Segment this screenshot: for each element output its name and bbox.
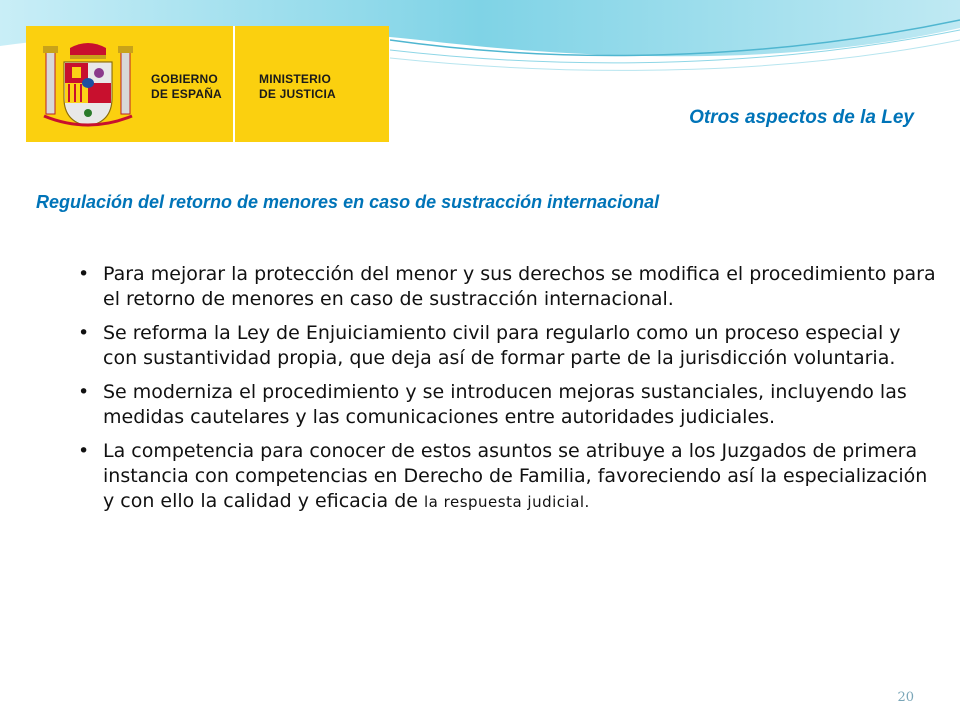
- section-subtitle: Regulación del retorno de menores en caso de sustracción internacional: [36, 192, 660, 212]
- page-number: 20: [897, 690, 914, 705]
- logo-text-gobierno: GOBIERNO DE ESPAÑA: [151, 72, 222, 101]
- coat-of-arms-icon: [40, 38, 136, 132]
- bullet-item: • La competencia para conocer de estos asuntos se atribuye a los Juzgados de primera instancia con competencias en Derecho de Familia, favoreciendo así la especialización y con ello la calidad y eficacia de la respuesta judicial.: [78, 439, 938, 515]
- bullet-list: [78, 262, 938, 524]
- bullet-item: • Para mejorar la protección del menor y sus derechos se modifica el procedimiento para el retorno de menores en caso de sustracción internacional.: [78, 262, 938, 312]
- gobierno-logo: [26, 26, 389, 142]
- page-title: Otros aspectos de la Ley: [689, 107, 914, 128]
- logo-text-ministerio: MINISTERIO DE JUSTICIA: [259, 72, 336, 101]
- bullet-item: • Se moderniza el procedimiento y se introducen mejoras sustanciales, incluyendo las medidas cautelares y las comunicaciones entre autoridades judiciales.: [78, 380, 938, 430]
- logo-divider: [233, 26, 235, 142]
- bullet-item: • Se reforma la Ley de Enjuiciamiento civil para regularlo como un proceso especial y con sustantividad propia, que deja así de formar parte de la jurisdicción voluntaria.: [78, 321, 938, 371]
